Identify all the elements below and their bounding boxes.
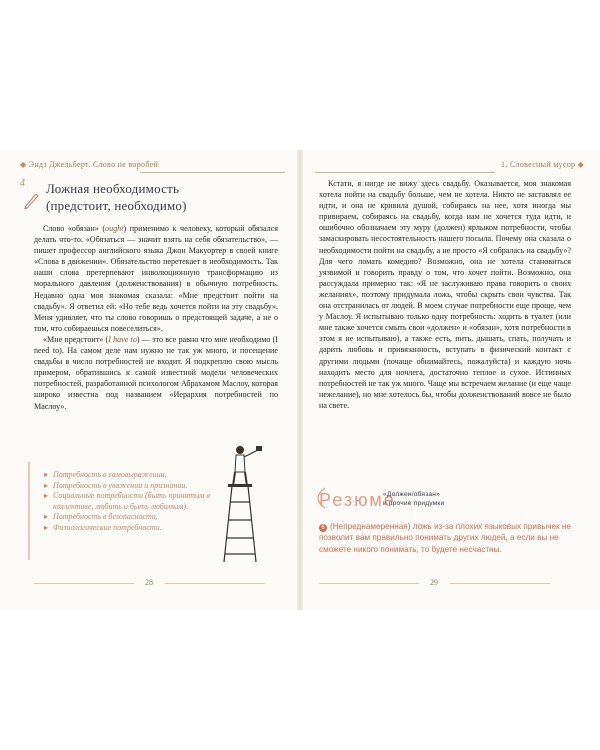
- left-body-text: [34, 223, 278, 412]
- chapter-number: 4: [20, 178, 25, 189]
- list-item: ▸ Физиологические потребности.: [44, 523, 219, 534]
- left-running-head: ◆ Эндз Джельберт. Слово не воробей: [20, 160, 159, 169]
- paragraph: «Мне предстоит» (I have to) — это все равно что мне необходимо (I need to). На самом деле нам нужно не так уж много, и посещение свадьбы в число потребностей не входит. Я подкреплю свою мысль примером, обратившись к самой известной модели человеческих потребностей, разработанной психологом Абрахамом Маслоу, которая широко известна под названием «Иерархия потребностей по Маслоу».: [34, 334, 278, 411]
- summary-text: 6 (Непреднамеренная) ложь из-за плохих языковых привычек не позволит вам правильно понимать других людей, а если вы не сможете никого понимать, то будете несчастны.: [319, 522, 571, 554]
- page-number: 29: [430, 578, 438, 587]
- summary-bullet-number: 6: [319, 524, 327, 532]
- list-item: ▸ Потребность в самовыражении.: [44, 470, 219, 481]
- right-body-text: [319, 178, 571, 411]
- maslow-needs-list: [44, 470, 219, 534]
- right-head-rule: [315, 172, 495, 173]
- list-item: ▸ Социальные потребности (быть принятым в коллективе, любить и быть любимым).: [44, 491, 219, 512]
- right-page: [301, 150, 600, 610]
- man-on-ladder-illustration: [218, 442, 274, 564]
- list-item: ▸ Потребность в безопасности.: [44, 512, 219, 523]
- section-title: [46, 180, 286, 214]
- page-number-rule: [450, 583, 550, 584]
- section-title-line-1: Ложная необходимость: [46, 181, 180, 196]
- list-item: ▸ Потребность в уважении и признании.: [44, 481, 219, 492]
- book-spread: [0, 150, 600, 610]
- page-number-rule: [34, 583, 134, 584]
- left-page: [0, 150, 299, 610]
- paragraph: Слово «обязан» (ought) применимо к человеку, который обязался делать что-то. «Обязаться — значит взять на себя обязательство», — пишет профессор английского языка Джон Макуортер в своей книге «Слова в движении». Обязательство перетекает в необходимость. Так наши слова претерпевают инволюционную трансформацию из морального давления (долженствования) в обычную потребность. Недавно одна моя знакомая сказала: «Мне предстоит пойти на свадьбу». Я ответил ей: «Но тебе ведь хочется пойти на эту свадьбу». Меня удивляет, что ты слово говоришь о предстоящей задаче, а не о том, что собираешься повеселиться».: [34, 224, 278, 333]
- list-side-rule: [28, 462, 30, 560]
- quill-pen-icon: [22, 190, 42, 210]
- page-number: 28: [145, 578, 153, 587]
- page-number-rule: [319, 583, 419, 584]
- summary-subtitle: «Должен/обязан» и прочие придумки: [383, 491, 445, 507]
- right-running-head: 1. Словесный мусор ◆: [501, 160, 585, 169]
- section-title-line-2: (предстоит, необходимо): [46, 198, 187, 213]
- ornament-icon: ◆: [20, 160, 29, 169]
- ornament-icon: ◆: [575, 160, 585, 169]
- paragraph: Кстати, я нигде не вижу здесь свадьбу. Оказывается, моя знакомая хотела пойти на свадьбу больше, чем не хотела. Никто не заставлял ее идти, и она не кривила душой, собираясь на нее, хотя иногда мы привираем, собираясь на свадьбу, когда нам не хочется туда идти, и ошибочно обозначаем эту муру (должен) ярлыком потребности, чтобы замаскировать несостоятельность нашего посыла. Почему она сказала о необходимости пойти на свадьбу, а не просто «Я собралась на свадьбу»? Для чего ломать комедию? Возможно, она не хотела становиться уязвимой и говорить правду о том, что хочет пойти. Возможно, она рассуждала примерно так: «Я не заслуживаю права говорить о своих желаниях», поэтому придумала ложь, чтобы скрыть свои чувства. Так она отстранилась от людей. В моем случае потребности еще проще, чем у Маслоу. Я испытываю только одну потребность: ходить в туалет (или мне также хочется смыть свои «должен» и «обязан», хотя потребности в этом я не испытываю), а также есть, пить, дышать, спать, получать и дарить любовь и привязанность, вступать в физический контакт с другими людьми (почаще обнимайтесь, пожалуйста) и каждую ночь находить место для ночлега, достаточно теплое и сухое. Истинных потребностей не так уж много. Чаще мы встречаем желание (и еще чаще нежелание), но мне хотелось бы, чтобы долженствований вовсе не было на свете.: [319, 179, 571, 410]
- left-head-rule: [140, 172, 285, 173]
- summary-title: Резюме: [319, 490, 396, 510]
- page-number-rule: [165, 583, 265, 584]
